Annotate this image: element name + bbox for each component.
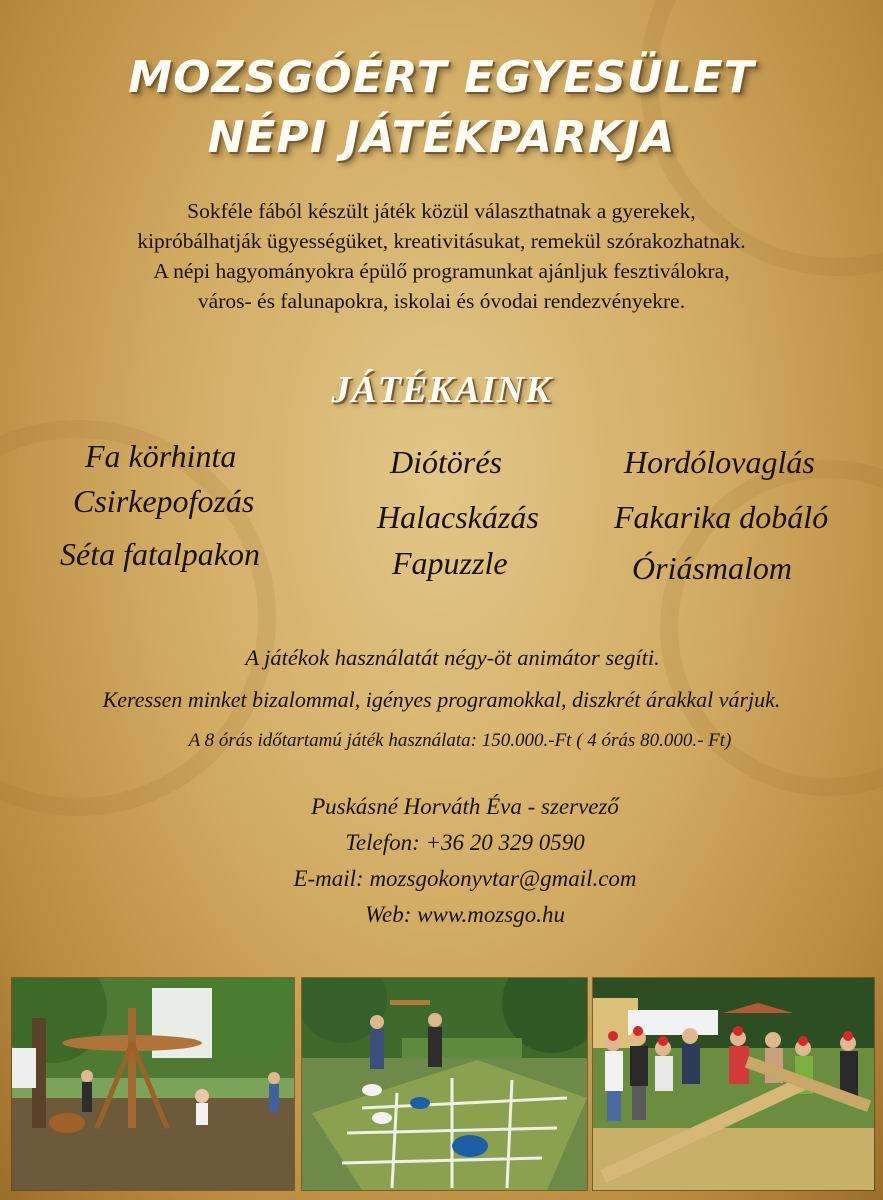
photo-carousel	[11, 977, 295, 1191]
title-line-2: NÉPI JÁTÉKPARKJA	[207, 112, 676, 163]
intro-line: kipróbálhatják ügyességüket, kreativitásukat, remekül szórakozhatnak.	[137, 229, 746, 253]
photo-giant-mill	[592, 977, 875, 1191]
intro-line: Sokféle fából készült játék közül választhatnak a gyerekek,	[187, 199, 696, 223]
organizer-text: Puskásné Horváth Éva - szervező	[311, 794, 619, 819]
intro-line: város- és falunapokra, iskolai és óvodai rendezvényekre.	[197, 289, 686, 313]
game-item: Séta fatalpakon	[60, 536, 260, 572]
background-ornament	[0, 420, 276, 816]
email-text: E-mail: mozsgokonyvtar@gmail.com	[293, 866, 637, 891]
web-text: Web: www.mozsgo.hu	[365, 902, 565, 927]
game-item: Óriásmalom	[632, 550, 793, 586]
price-text: A 8 órás időtartamú játék használata: 150.000.-Ft ( 4 órás 80.000.- Ft)	[188, 730, 732, 751]
game-item: Fakarika dobáló	[614, 499, 829, 535]
game-item: Fapuzzle	[392, 545, 508, 581]
game-item: Fa körhinta	[85, 438, 237, 474]
photo-board-game	[301, 977, 588, 1191]
intro-text	[0, 196, 883, 316]
game-item: Csirkepofozás	[73, 483, 255, 519]
title-line-1: MOZSGÓÉRT EGYESÜLET	[128, 52, 755, 103]
intro-line: A népi hagyományokra épülő programunkat ajánljuk fesztiválokra,	[153, 259, 730, 283]
games-heading: JÁTÉKAINK	[331, 369, 552, 411]
invite-text: Keressen minket bizalommal, igényes programokkal, diszkrét árakkal várjuk.	[102, 687, 781, 712]
animators-text: A játékok használatát négy-öt animátor segíti.	[245, 645, 660, 670]
phone-text: Telefon: +36 20 329 0590	[345, 830, 585, 855]
game-item: Halacskázás	[377, 499, 539, 535]
game-item: Diótörés	[390, 444, 502, 480]
game-item: Hordólovaglás	[624, 444, 815, 480]
